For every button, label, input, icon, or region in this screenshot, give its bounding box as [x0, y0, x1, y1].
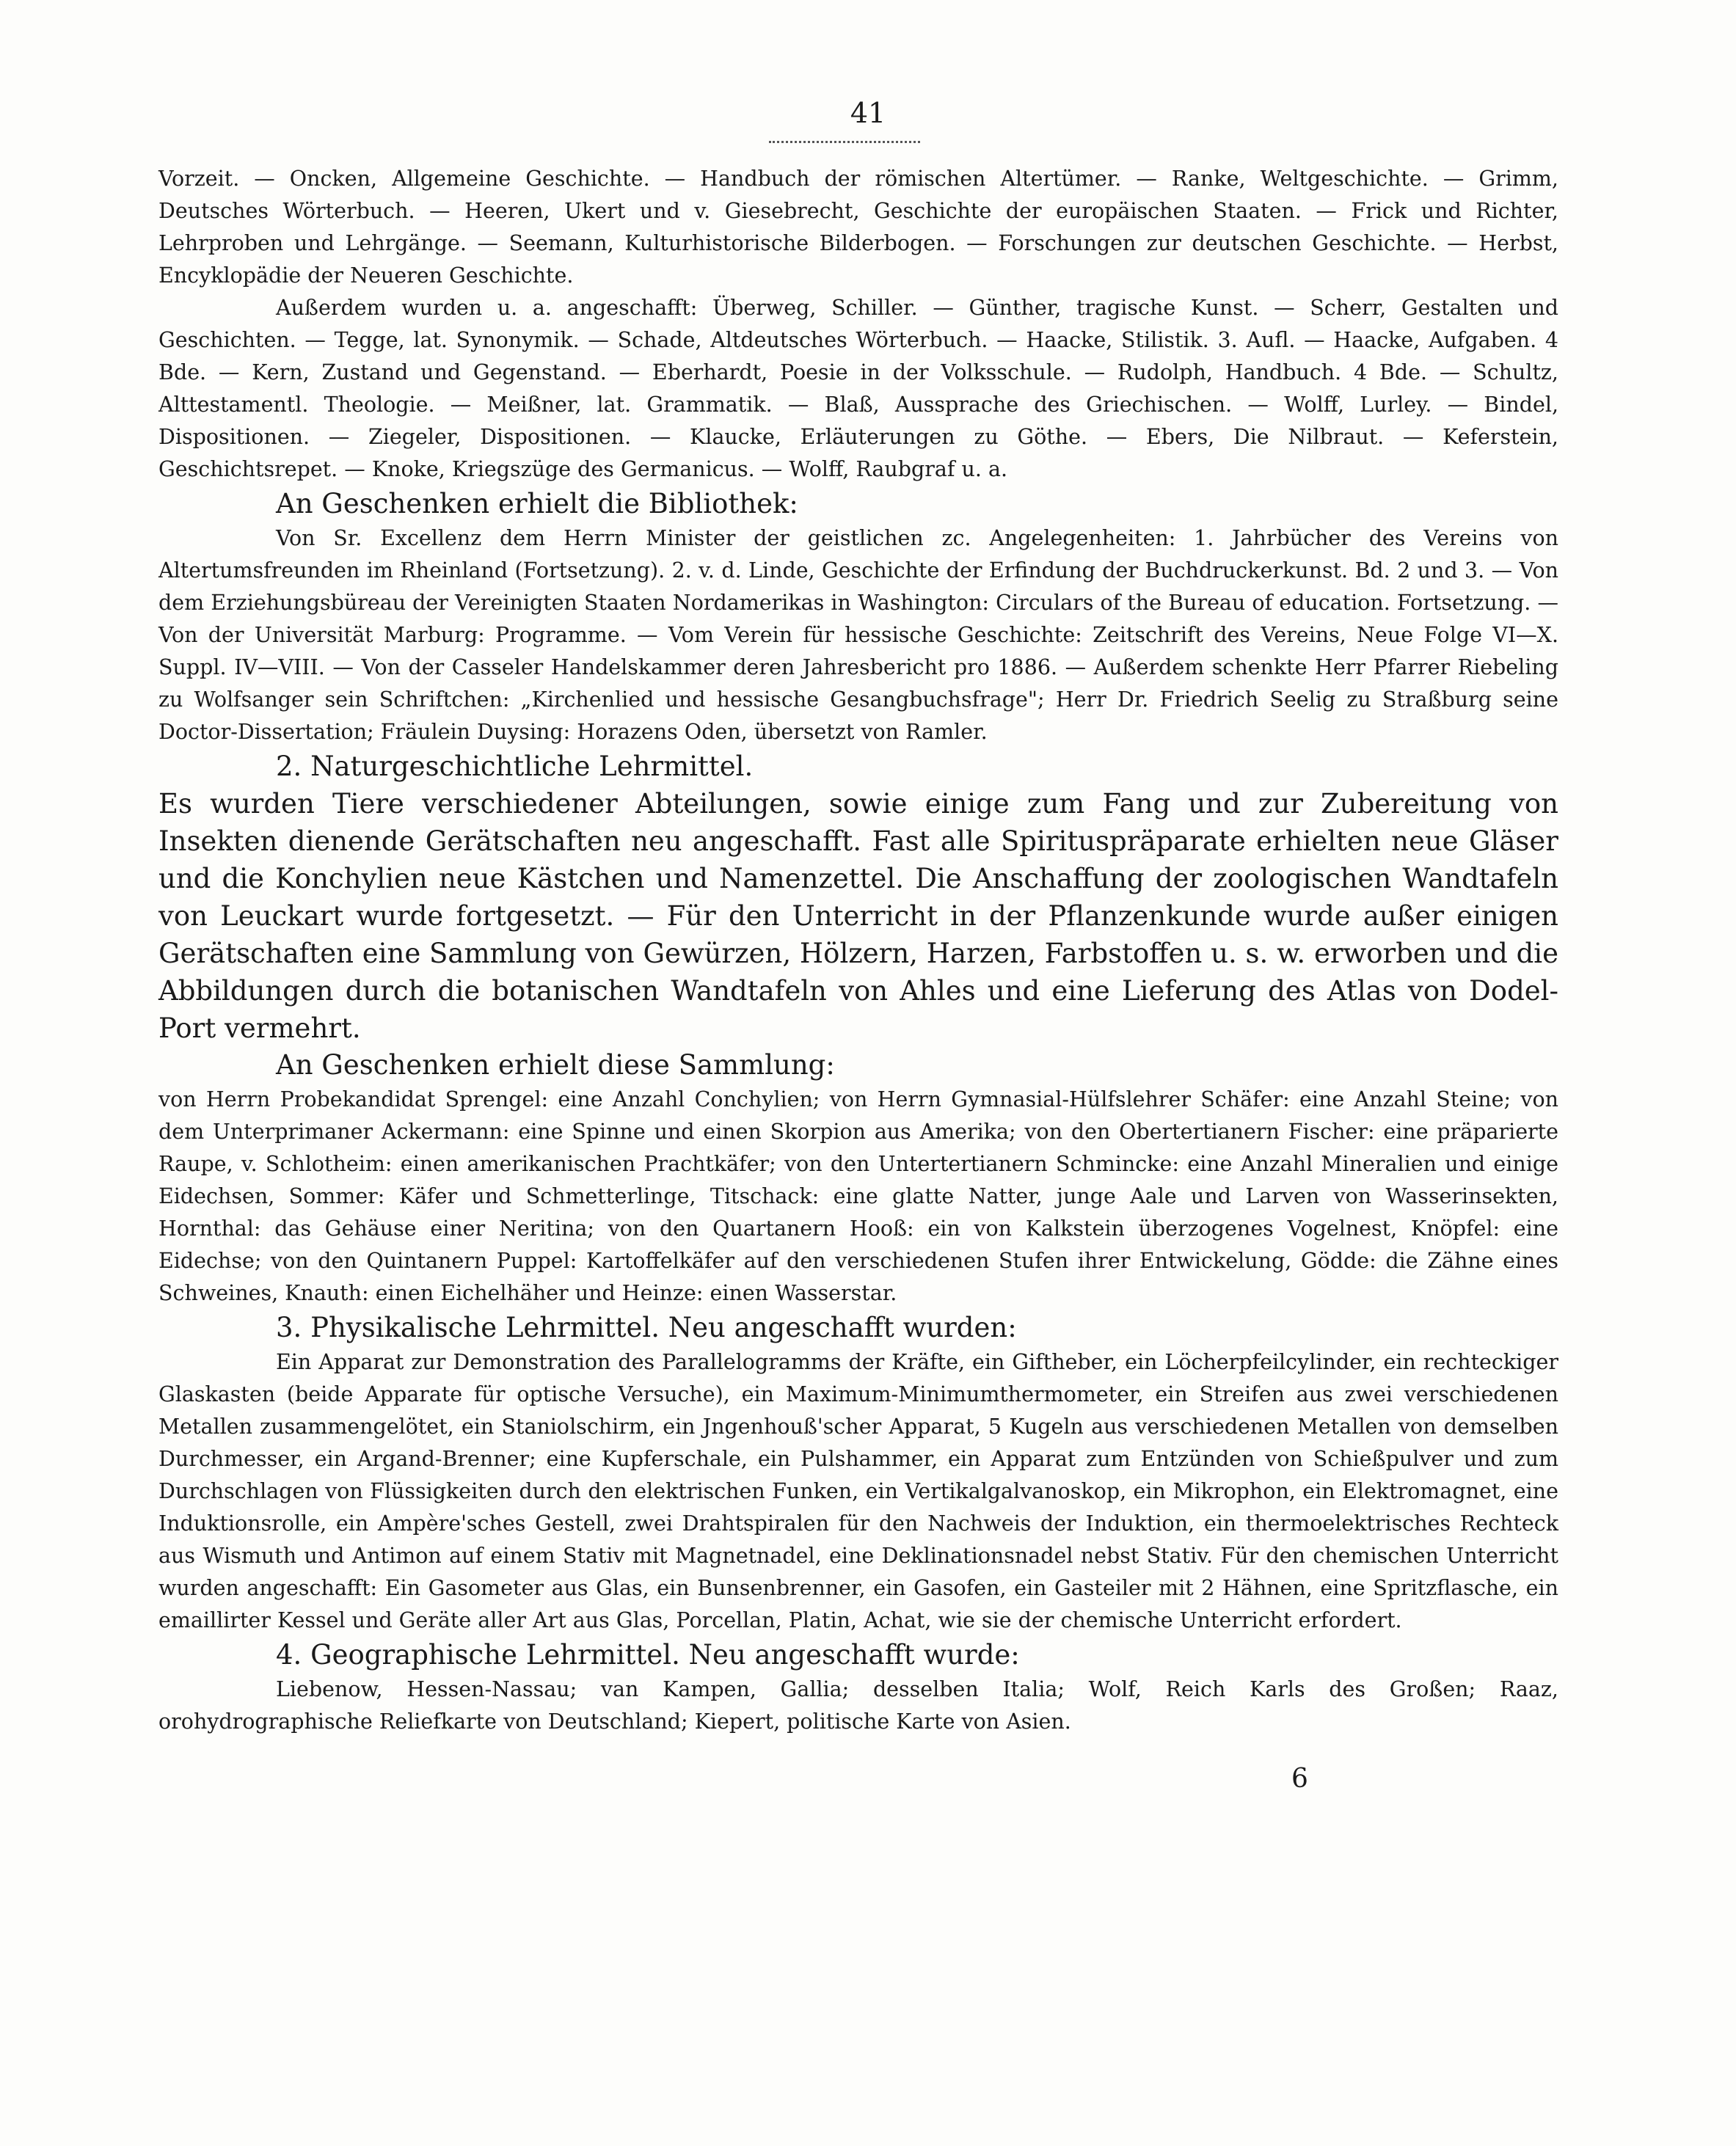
heading-geography [158, 1637, 1558, 1674]
paragraph-library-gifts: Von Sr. Excellenz dem Herrn Minister der geistlichen zc. Angelegenheiten: 1. Jahrbücher des Vereins von Altertumsfreunden im Rheinland (Fortsetzung). 2. v. d. Linde, Geschichte der Erfindung der Buchdruckerkunst. Bd. 2 und 3. — Von dem Erziehungsbüreau der Vereinigten Staaten Nordamerikas in Washington: Circulars of the Bureau of education. Fortsetzung. — Von der Universität Marburg: Programme. — Vom Verein für hessische Geschichte: Zeitschrift des Vereins, Neue Folge VI—X. Suppl. IV—VIII. — Von der Casseler Handelskammer deren Jahresbericht pro 1886. — Außerdem schenkte Herr Pfarrer Riebeling zu Wolfsanger sein Schriftchen: „Kirchenlied und hessische Gesangbuchsfrage"; Herr Dr. Friedrich Seelig zu Straßburg seine Doctor-Dissertation; Fräulein Duysing: Horazens Oden, übersetzt von Ramler. [158, 526, 1558, 744]
paragraph-acquisitions: Außerdem wurden u. a. angeschafft: Überweg, Schiller. — Günther, tragische Kunst. — Scherr, Gestalten und Geschichten. — Tegge, lat. Synonymik. — Schade, Altdeutsches Wörterbuch. — Haacke, Stilistik. 3. Aufl. — Haacke, Aufgaben. 4 Bde. — Kern, Zustand und Gegenstand. — Eberhardt, Poesie in der Volksschule. — Rudolph, Handbuch. 4 Bde. — Schultz, Alttestamentl. Theologie. — Meißner, lat. Grammatik. — Blaß, Aussprache des Griechischen. — Wolff, Lurley. — Bindel, Dispositionen. — Ziegeler, Dispositionen. — Klaucke, Erläuterungen zu Göthe. — Ebers, Die Nilbraut. — Keferstein, Geschichtsrepet. — Knoke, Kriegszüge des Germanicus. — Wolff, Raubgraf u. a. [158, 296, 1558, 481]
sheet-signature: 6 [1291, 1764, 1308, 1794]
paragraph-geography: Liebenow, Hessen-Nassau; van Kampen, Gallia; desselben Italia; Wolf, Reich Karls des Großen; Raaz, orohydrographische Reliefkarte von Deutschland; Kiepert, politische Karte von Asien. [158, 1677, 1558, 1734]
paragraph-physics: Ein Apparat zur Demonstration des Parallelogramms der Kräfte, ein Giftheber, ein Löcherpfeilcylinder, ein rechteckiger Glaskasten (beide Apparate für optische Versuche), ein Maximum-Minimumthermometer, ein Streifen aus zwei verschiedenen Metallen zusammengelötet, ein Staniolschirm, ein Jngenhouß'scher Apparat, 5 Kugeln aus verschiedenen Metallen von demselben Durchmesser, ein Argand-Brenner; eine Kupferschale, ein Pulshammer, ein Apparat zum Entzünden von Schießpulver und zum Durchschlagen von Flüssigkeiten durch den elektrischen Funken, ein Vertikalgalvanoskop, ein Mikrophon, ein Elektromagnet, eine Induktionsrolle, ein Ampère'sches Gestell, zwei Drahtspiralen für den Nachweis der Induktion, ein thermoelektrisches Rechteck aus Wismuth und Antimon auf einem Stativ mit Magnetnadel, eine Deklinationsnadel nebst Stativ. Für den chemischen Unterricht wurden angeschafft: Ein Gasometer aus Glas, ein Bunsenbrenner, ein Gasofen, ein Gasteiler mit 2 Hähnen, eine Spritzflasche, ein emaillirter Kessel und Geräte aller Art aus Glas, Porcellan, Platin, Achat, wie sie der chemische Unterricht erfordert. [158, 1350, 1558, 1632]
heading-geography-subtitle: Neu angeschafft wurde: [688, 1639, 1020, 1671]
page-number: 41 [850, 97, 886, 129]
paragraph-collection-gifts: von Herrn Probekandidat Sprengel: eine Anzahl Conchylien; von Herrn Gymnasial-Hülfslehrer Schäfer: eine Anzahl Steine; von dem Unterprimaner Ackermann: eine Spinne und einen Skorpion aus Amerika; von den Obertertianern Fischer: eine präparierte Raupe, v. Schlotheim: einen amerikanischen Prachtkäfer; von den Untertertianern Schmincke: eine Anzahl Mineralien und einige Eidechsen, Sommer: Käfer und Schmetterlinge, Titschack: eine glatte Natter, junge Aale und Larven von Wasserinsekten, Hornthal: das Gehäuse einer Neritina; von den Quartanern Hooß: ein von Kalkstein überzogenes Vogelnest, Knöpfel: eine Eidechse; von den Quintanern Puppel: Kartoffelkäfer auf den verschiedenen Stufen ihrer Entwickelung, Gödde: die Zähne eines Schweines, Knauth: einen Eichelhäher und Heinze: einen Wasserstar. [158, 1087, 1558, 1305]
heading-collection-gifts: An Geschenken erhielt diese Sammlung: [276, 1049, 835, 1081]
page-body [158, 163, 1558, 1738]
page-number-ornament [769, 136, 920, 143]
paragraph-natural-history: Es wurden Tiere verschiedener Abteilungen, sowie einige zum Fang und zur Zubereitung von Insekten dienende Gerätschaften neu angeschafft. Fast alle Spirituspräparate erhielten neue Gläser und die Konchylien neue Kästchen und Namenzettel. Die Anschaffung der zoologischen Wandtafeln von Leuckart wurde fortgesetzt. — Für den Unterricht in der Pflanzenkunde wurde außer einigen Gerätschaften eine Sammlung von Gewürzen, Hölzern, Harzen, Farbstoffen u. s. w. erworben und die Abbildungen durch die botanischen Wandtafeln von Ahles und eine Lieferung des Atlas von Dodel-Port vermehrt. [158, 788, 1558, 1044]
heading-geography-title: 4. Geographische Lehrmittel. [276, 1639, 680, 1671]
paragraph-history-books: Vorzeit. — Oncken, Allgemeine Geschichte. — Handbuch der römischen Altertümer. — Ranke, Weltgeschichte. — Grimm, Deutsches Wörterbuch. — Heeren, Ukert und v. Giesebrecht, Geschichte der europäischen Staaten. — Frick und Richter, Lehrproben und Lehrgänge. — Seemann, Kulturhistorische Bilderbogen. — Forschungen zur deutschen Geschichte. — Herbst, Encyklopädie der Neueren Geschichte. [158, 167, 1558, 288]
heading-library-gifts: An Geschenken erhielt die Bibliothek: [276, 488, 798, 519]
heading-physics [158, 1310, 1558, 1346]
heading-natural-history: 2. Naturgeschichtliche Lehrmittel. [276, 751, 754, 782]
heading-physics-subtitle: Neu angeschafft wurden: [668, 1312, 1017, 1343]
heading-physics-title: 3. Physikalische Lehrmittel. [276, 1312, 660, 1343]
